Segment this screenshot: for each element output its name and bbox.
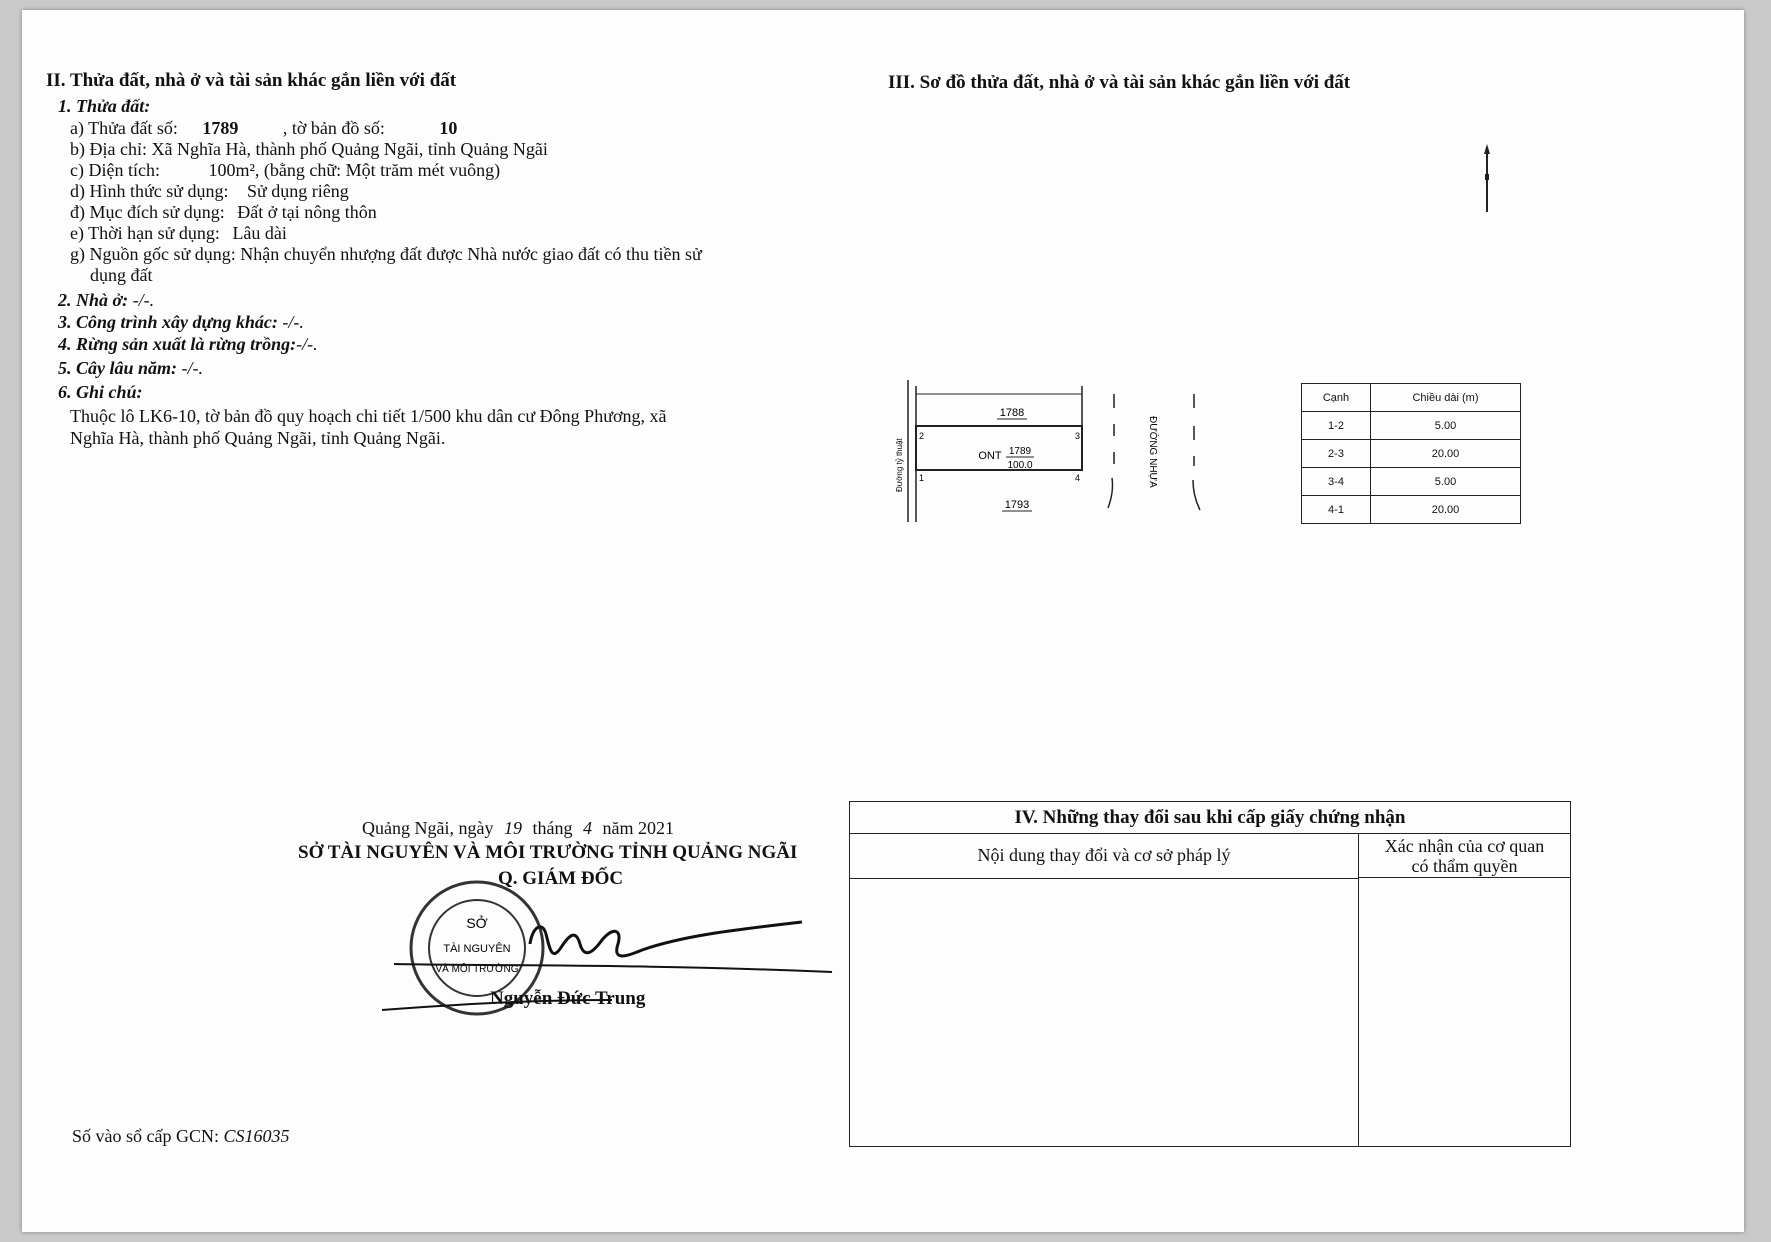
stamp-text-2: TÀI NGUYÊN [443, 943, 511, 955]
table-row [1302, 440, 1521, 468]
date-day: 19 [503, 818, 522, 838]
edge-cell: 2-3 [1302, 440, 1371, 468]
registry-value: CS16035 [223, 1126, 290, 1146]
north-arrow-icon [1480, 144, 1494, 214]
length-cell: 20.00 [1371, 496, 1521, 524]
usage-purpose-value: Đất ở tại nông thôn [237, 202, 377, 222]
edge-cell: 1-2 [1302, 412, 1371, 440]
parcel-id-label: 1789 [1008, 446, 1032, 457]
address-row: b) Địa chỉ: Xã Nghĩa Hà, thành phố Quảng Ngãi, tỉnh Quảng Ngãi [70, 139, 548, 159]
signer-position: Q. GIÁM ĐỐC [498, 868, 624, 889]
section-3-heading: III. Sơ đồ thửa đất, nhà ở và tài sản khác gắn liền với đất [888, 72, 1351, 93]
other-works-label: 3. Công trình xây dựng khác: [58, 312, 278, 332]
area-row [70, 160, 500, 181]
point-1-label: 1 [919, 473, 925, 483]
stamp-text-1: SỞ [466, 915, 488, 931]
registry-label: Số vào sổ cấp GCN: [72, 1126, 219, 1146]
changes-content-header: Nội dung thay đổi và cơ sở pháp lý [850, 833, 1359, 879]
note-line-2: Nghĩa Hà, thành phố Quảng Ngãi, tỉnh Quảng Ngãi. [70, 428, 446, 448]
origin-row-2: dụng đất [90, 265, 153, 285]
neighbor-north-label: 1788 [999, 407, 1025, 419]
right-road-label: ĐƯỜNG NHỰA [1147, 416, 1158, 488]
signer-name: Nguyễn Đức Trung [490, 988, 646, 1009]
registry-number [72, 1126, 290, 1147]
parcel-diagram [882, 380, 1262, 530]
forest-value: -/-. [296, 334, 318, 354]
usage-term-label: e) Thời hạn sử dụng: [70, 223, 220, 243]
perennial-value: -/-. [177, 358, 204, 378]
other-works-row [58, 312, 304, 333]
edge-cell: 4-1 [1302, 496, 1371, 524]
origin-row-1: g) Nguồn gốc sử dụng: Nhận chuyển nhượng đất được Nhà nước giao đất có thu tiền sử [70, 244, 702, 264]
authority-confirm-line-2: có thẩm quyền [1411, 856, 1518, 876]
parcel-number-row [70, 118, 457, 139]
neighbor-south-label: 1793 [1004, 499, 1030, 511]
area-label: c) Diện tích: [70, 160, 160, 180]
note-label: 6. Ghi chú: [58, 382, 143, 402]
house-label: 2. Nhà ở: [58, 290, 129, 310]
parcel-number-label: a) Thửa đất số: [70, 118, 178, 138]
usage-form-value: Sử dụng riêng [247, 181, 349, 201]
issuing-agency: SỞ TÀI NGUYÊN VÀ MÔI TRƯỜNG TỈNH QUẢNG NGÃI [298, 842, 798, 863]
house-row [58, 290, 154, 311]
left-road-label: Đường tỷ thuật [895, 438, 904, 492]
edge-cell: 3-4 [1302, 468, 1371, 496]
length-cell: 20.00 [1371, 440, 1521, 468]
section-4-heading: IV. Những thay đổi sau khi cấp giấy chứng nhận [850, 802, 1570, 834]
parcel-area-label: 100.0 [1007, 460, 1033, 471]
usage-form-label: d) Hình thức sử dụng: [70, 181, 229, 201]
edge-length-table [1301, 383, 1521, 524]
house-value: -/-. [128, 290, 155, 310]
table-row [1302, 496, 1521, 524]
map-number-label: , tờ bản đồ số: [282, 118, 385, 138]
section-2-heading: II. Thửa đất, nhà ở và tài sản khác gắn liền với đất [46, 70, 457, 91]
other-works-value: -/-. [277, 312, 304, 332]
issue-date [362, 818, 674, 839]
forest-label: 4. Rừng sản xuất là rừng trồng: [58, 334, 297, 354]
table-header-row [1302, 384, 1521, 412]
certificate-page [22, 10, 1744, 1232]
table-row [1302, 412, 1521, 440]
perennial-row [58, 358, 203, 379]
column-divider [1358, 878, 1359, 1146]
point-2-label: 2 [919, 431, 925, 441]
authority-confirm-header [1359, 833, 1570, 878]
point-4-label: 4 [1075, 473, 1081, 483]
note-line-1: Thuộc lô LK6-10, tờ bản đồ quy hoạch chi tiết 1/500 khu dân cư Đông Phương, xã [70, 406, 667, 426]
usage-purpose-row [70, 202, 377, 223]
usage-term-row [70, 223, 287, 244]
length-cell: 5.00 [1371, 468, 1521, 496]
date-prefix: Quảng Ngãi, ngày [362, 818, 494, 838]
date-month: 4 [582, 818, 592, 838]
perennial-label: 5. Cây lâu năm: [58, 358, 178, 378]
table-row [1302, 468, 1521, 496]
forest-row [58, 334, 318, 355]
land-code-label: ONT [978, 450, 1002, 462]
area-value: 100m², (bằng chữ: Một trăm mét vuông) [208, 160, 501, 180]
changes-table [849, 801, 1571, 1147]
length-column-header: Chiều dài (m) [1371, 384, 1521, 412]
point-3-label: 3 [1075, 431, 1081, 441]
land-title: 1. Thửa đất: [58, 96, 151, 116]
authority-confirm-line-1: Xác nhận của cơ quan [1384, 836, 1545, 856]
year-label: năm 2021 [602, 818, 674, 838]
month-label: tháng [532, 818, 573, 838]
map-number: 10 [439, 118, 458, 138]
length-cell: 5.00 [1371, 412, 1521, 440]
usage-form-row [70, 181, 349, 202]
usage-purpose-label: đ) Mục đích sử dụng: [70, 202, 225, 222]
parcel-number: 1789 [202, 118, 239, 138]
stamp-text-3: VÀ MÔI TRƯỜNG [435, 964, 519, 975]
usage-term-value: Lâu dài [232, 223, 287, 243]
edge-column-header: Cạnh [1302, 384, 1371, 412]
